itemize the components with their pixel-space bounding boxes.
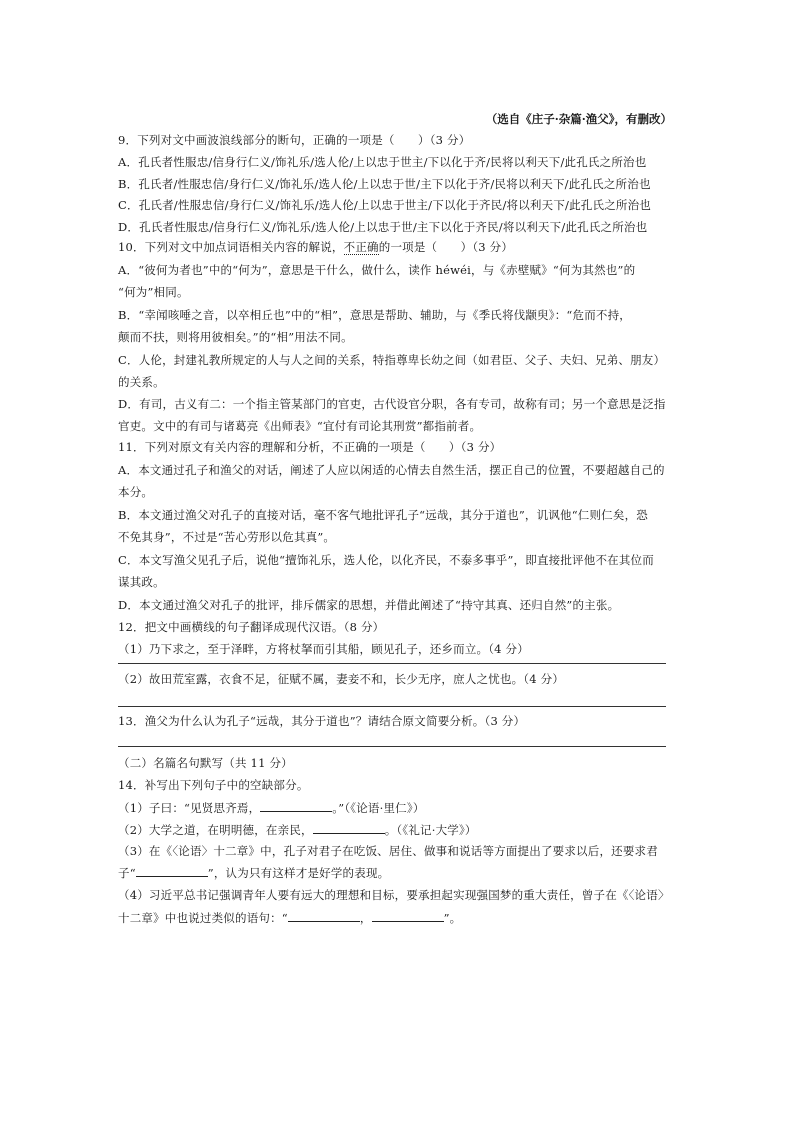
q14-item-4-line1: （4）习近平总书记强调青年人要有远大的理想和目标，要承担起实现强国梦的重大责任，曾子在《〈论语〉 (118, 888, 670, 902)
answer-line-q12-1[interactable] (118, 663, 666, 664)
fill-blank[interactable] (313, 822, 385, 834)
q9-option-b: B．孔氏者/性服忠信/身行仁义/饰礼乐/选人伦/上以忠于世/主下以化于齐/民将以利天下/此孔氏之所治也 (118, 177, 651, 191)
q11-stem: 11．下列对原文有关内容的理解和分析，不正确的一项是（ ）（3 分） (118, 440, 502, 454)
q13-stem: 13．渔父为什么认为孔子“远哉，其分于道也”？请结合原文简要分析。（3 分） (118, 714, 526, 728)
fill-blank[interactable] (288, 910, 360, 922)
q11-option-c-line1: C．本文写渔父见孔子后，说他“擅饰礼乐，选人伦，以化齐民，不泰多事乎”，即直接批评他不在其位而 (118, 553, 654, 567)
q10-option-d-line2: 官吏。文中的有司与诸葛亮《出师表》“宜付有司论其刑赏”都指前者。 (118, 419, 482, 433)
q12-sentence-1: （1）乃下求之，至于泽畔，方将杖拏而引其船，顾见孔子，还乡而立。（4 分） (118, 642, 529, 656)
q10-option-a-line1: A．“彼何为者也”中的“何为”，意思是干什么，做什么，读作 héwéi，与《赤壁赋》“何为其然也”的 (118, 263, 636, 277)
q14-item-3-line2 (118, 865, 389, 880)
q11-option-d: D．本文通过渔父对孔子的批评，排斥儒家的思想，并借此阐述了“持守其真、还归自然”的主张。 (118, 598, 620, 612)
q9-option-c: C．孔氏者/性服忠信/身行仁义/饰礼乐/选人伦/上以忠于世主/下以化于齐民/将以利天下/此孔氏之所治也 (118, 198, 651, 212)
q14-item-3-text-a: 子“ (118, 866, 136, 880)
q10-option-b-line2: 颠而不扶，则将用彼相矣。”的“相”用法不同。 (118, 330, 353, 344)
q12-sentence-2: （2）故田荒室露，衣食不足，征赋不属，妻妾不和，长少无序，庶人之忧也。（4 分） (118, 672, 565, 686)
q9-option-a: A．孔氏者性服忠/信身行仁义/饰礼乐/选人伦/上以忠于世主/下以化于齐/民将以利天下/此孔氏之所治也 (118, 155, 647, 169)
q10-stem-part2: 的一项是（ ）（3 分） (378, 240, 514, 254)
q14-item-4-text-mid: ， (359, 911, 372, 925)
answer-line-q12-2[interactable] (118, 706, 666, 707)
q11-option-a-line2: 本分。 (118, 485, 154, 499)
q10-option-c-line2: 的关系。 (118, 375, 165, 389)
q14-item-2-text-b: 。（《礼记·大学》） (384, 823, 477, 837)
q14-stem: 14．补写出下列句子中的空缺部分。 (118, 778, 309, 792)
q9-stem: 9．下列对文中画波浪线部分的断句，正确的一项是（ ）（3 分） (118, 133, 471, 147)
q14-item-3-text-b: ”，认为只有这样才是好学的表现。 (207, 866, 390, 880)
q14-item-4-text-b: ”。 (443, 911, 462, 925)
section-2-title: （二）名篇名句默写（共 11 分） (118, 756, 293, 770)
q10-option-a-line2: “何为”相同。 (118, 285, 189, 299)
q10-option-d-line1: D．有司，古义有二：一个指主管某部门的官吏，古代设官分职，各有专司，故称有司；另一个意思是泛指 (118, 397, 666, 411)
q9-option-d: D．孔氏者性服忠/信身行仁义/饰礼乐/选人伦/上以忠于世/主下以化于齐民/将以利天下/此孔氏之所治也 (118, 220, 648, 234)
q10-option-c-line1: C．人伦，封建礼教所规定的人与人之间的关系，特指尊卑长幼之间（如君臣、父子、夫妇、兄弟、朋友） (118, 353, 666, 367)
q11-option-b-line1: B．本文通过渔父对孔子的直接对话，毫不客气地批评孔子“远哉，其分于道也”，讥讽他“仁则仁矣，恐 (118, 508, 648, 522)
answer-line-q13[interactable] (118, 746, 666, 747)
fill-blank[interactable] (136, 865, 208, 877)
fill-blank[interactable] (372, 910, 444, 922)
q14-item-2 (118, 822, 477, 837)
q11-option-a-line1: A．本文通过孔子和渔父的对话，阐述了人应以闲适的心情去自然生活，摆正自己的位置，不要超越自己的 (118, 463, 665, 477)
source-citation: （选自《庄子·杂篇·渔父》，有删改） (485, 112, 672, 126)
q14-item-4-line2 (118, 910, 461, 925)
q10-stem-part1: 10．下列对文中加点词语相关内容的解说， (118, 240, 344, 254)
q10-stem (118, 240, 513, 254)
fill-blank[interactable] (260, 800, 332, 812)
q11-option-c-line2: 谋其政。 (118, 575, 165, 589)
q11-option-b-line2: 不免其身”，不过是“苦心劳形以危其真”。 (118, 530, 336, 544)
q14-item-1-text-a: （1）子曰：“见贤思齐焉， (118, 801, 261, 815)
q14-item-1 (118, 800, 425, 815)
q10-option-b-line1: B．“幸闻咳唾之音，以卒相丘也”中的“相”，意思是帮助、辅助，与《季氏将伐颛臾》：“危而不持， (118, 308, 631, 322)
q14-item-1-text-b: 。”（《论语·里仁》） (332, 801, 425, 815)
q10-stem-emphasis: 不正确 (343, 240, 379, 254)
q12-stem: 12．把文中画横线的句子翻译成现代汉语。（8 分） (118, 620, 385, 634)
q14-item-2-text-a: （2）大学之道，在明明德，在亲民， (118, 823, 313, 837)
q14-item-4-text-a: 十二章》中也说过类似的语句：“ (118, 911, 288, 925)
q14-item-3-line1: （3）在《〈论语〉十二章》中，孔子对君子在吃饭、居住、做事和说话等方面提出了要求以后，还要求君 (118, 844, 658, 858)
